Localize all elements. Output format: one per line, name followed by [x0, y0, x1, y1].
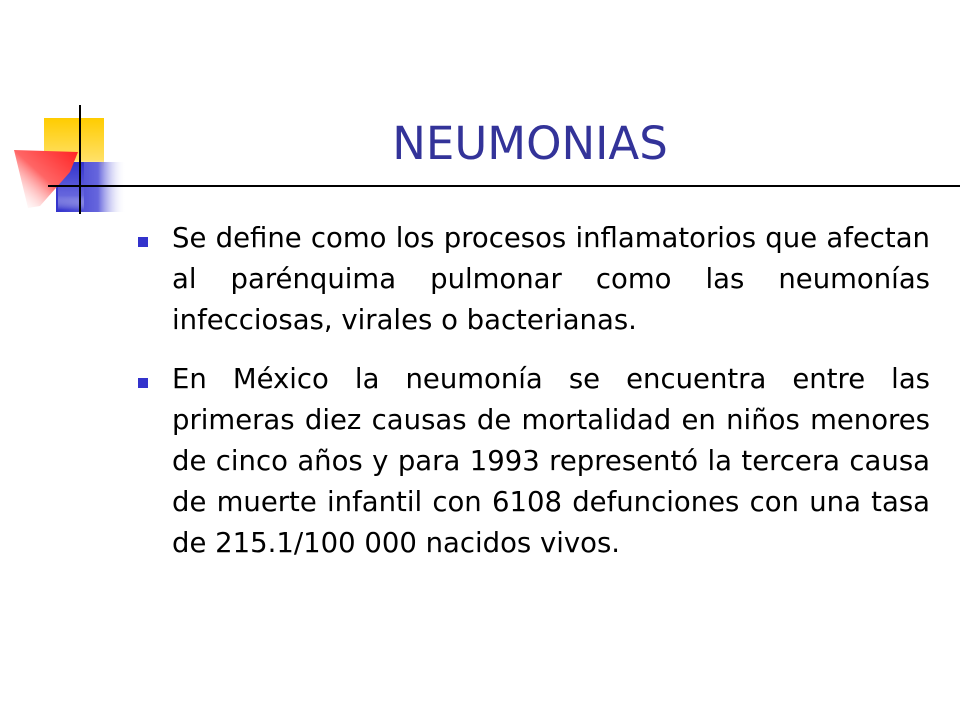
square-bullet-icon: [138, 378, 148, 388]
list-item: [134, 218, 930, 341]
bullet-text: Se define como los procesos inflamatorios que afectan al parénquima pulmonar como las neumonías infecciosas, virales o bacterianas.: [172, 222, 930, 336]
bullet-list: [134, 218, 930, 582]
square-bullet-icon: [138, 237, 148, 247]
slide-title: NEUMONIAS: [392, 117, 668, 170]
list-item: [134, 359, 930, 564]
bullet-text: En México la neumonía se encuentra entre las primeras diez causas de mortalidad en niños menores de cinco años y para 1993 representó la tercera causa de muerte infantil con 6108 defunciones con una tasa de 215.1/100 000 nacidos vivos.: [172, 363, 930, 559]
